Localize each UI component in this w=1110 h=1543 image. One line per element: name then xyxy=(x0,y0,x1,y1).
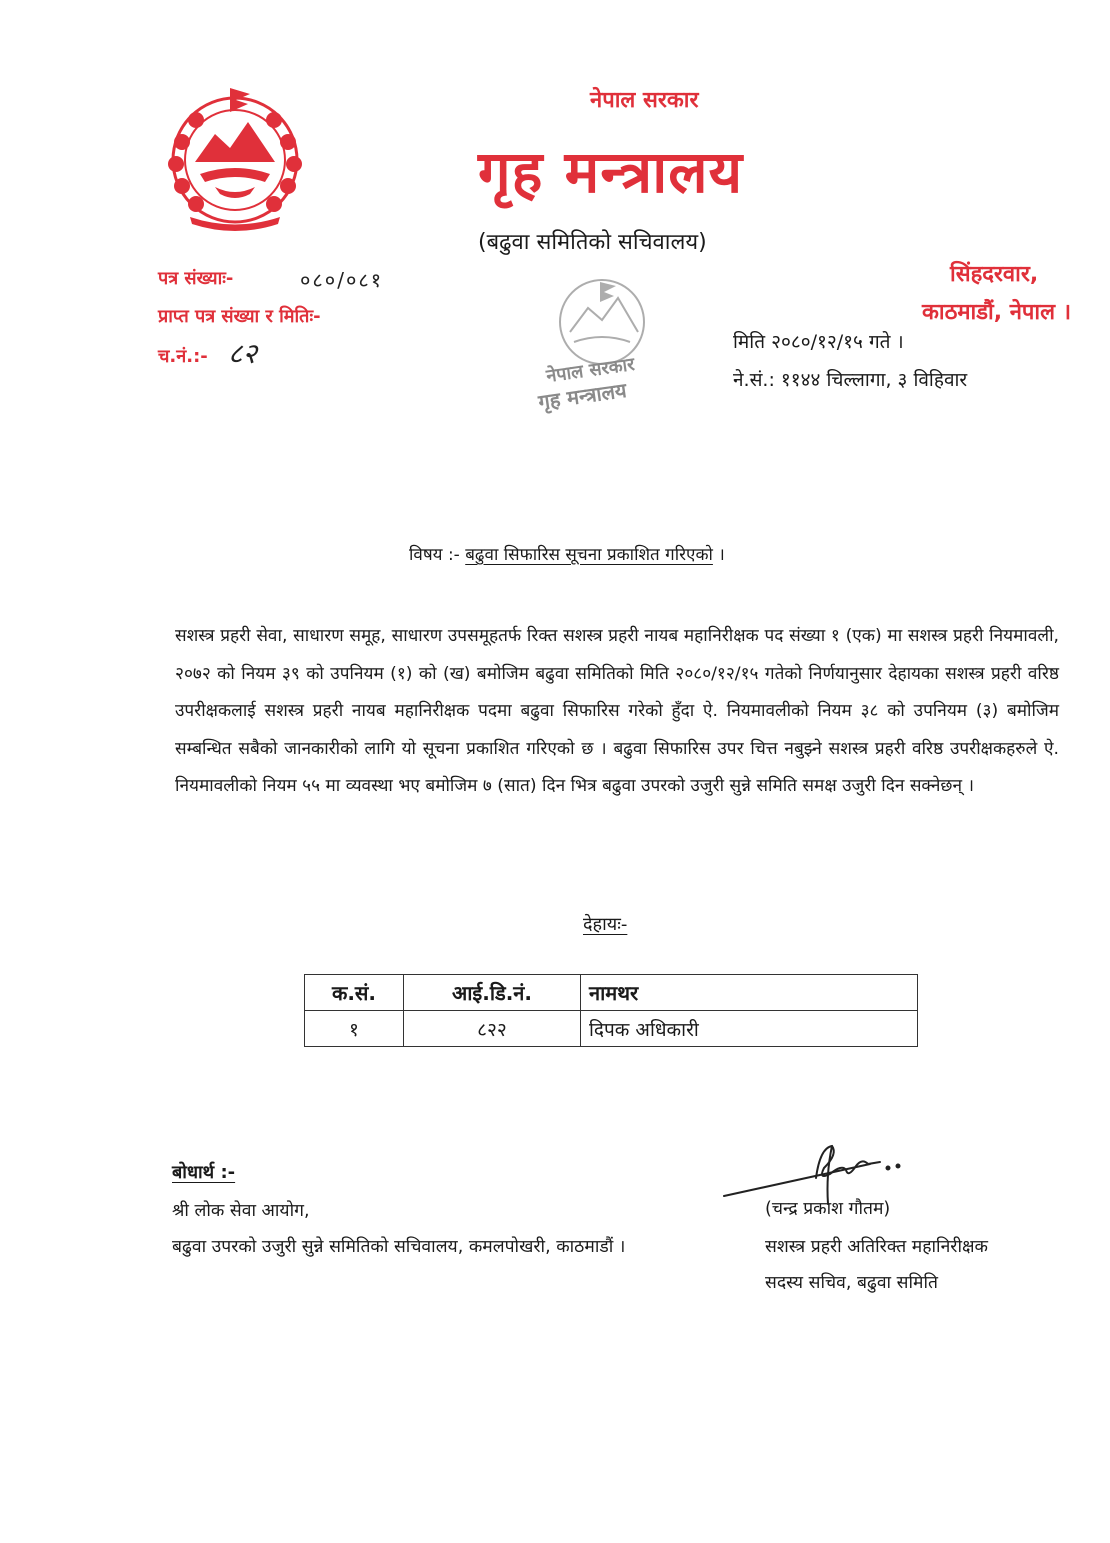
address-line2: काठमाडौं, नेपाल । xyxy=(922,300,1072,325)
stamp-text-top: नेपाल सरकार xyxy=(545,353,636,388)
subject-line xyxy=(409,542,725,565)
signatory-designation: सशस्त्र प्रहरी अतिरिक्त महानिरीक्षक xyxy=(765,1237,988,1257)
subject-text: बढुवा सिफारिस सूचना प्रकाशित गरिएको xyxy=(465,545,713,565)
cell-id: ८२२ xyxy=(404,1011,581,1047)
received-letter-label: प्राप्त पत्र संख्या र मितिः- xyxy=(158,306,321,327)
ministry-name: गृह मन्त्रालय xyxy=(478,138,744,206)
letter-no-label: पत्र संख्याः- xyxy=(158,268,234,289)
cc-item: श्री लोक सेवा आयोग, xyxy=(172,1201,310,1221)
signatory-name: (चन्द्र प्रकाश गौतम) xyxy=(765,1199,891,1219)
stamp-text-bottom: गृह मन्त्रालय xyxy=(536,377,628,415)
col-name: नामथर xyxy=(581,975,918,1011)
table-header-row xyxy=(305,975,918,1011)
subject-label: विषय :- xyxy=(409,545,460,565)
subject-end: । xyxy=(718,545,725,565)
promotion-table xyxy=(304,974,918,1047)
secretariat-name: (बढुवा समितिको सचिवालय) xyxy=(478,230,707,255)
col-id: आई.डि.नं. xyxy=(404,975,581,1011)
dispatch-no-value: ८२ xyxy=(228,337,258,370)
government-name: नेपाल सरकार xyxy=(590,88,699,113)
list-heading: देहायः- xyxy=(583,914,628,935)
cc-label: बोधार्थ :- xyxy=(172,1162,236,1183)
notice-body: सशस्त्र प्रहरी सेवा, साधारण समूह, साधारण उपसमूहतर्फ रिक्त सशस्त्र प्रहरी नायब महानिरीक्षक पद संख्या १ (एक) मा सशस्त्र प्रहरी नियमावली, २०७२ को नियम ३९ को उपनियम (१) को (ख) बमोजिम बढुवा समितिको मिति २०८०/१२/१५ गतेको निर्णयानुसार देहायका सशस्त्र प्रहरी वरिष्ठ उपरीक्षकलाई सशस्त्र प्रहरी नायब महानिरीक्षक पदमा बढुवा सिफारिस गरेको हुँदा ऐ. नियमावलीको नियम ३८ को उपनियम (३) बमोजिम सम्बन्धित सबैको जानकारीको लागि यो सूचना प्रकाशित गरिएको छ । बढुवा सिफारिस उपर चित्त नबुझ्ने सशस्त्र प्रहरी वरिष्ठ उपरीक्षकहरुले ऐ. नियमावलीको नियम ५५ मा व्यवस्था भए बमोजिम ७ (सात) दिन भित्र बढुवा उपरको उजुरी सुन्ने समिति समक्ष उजुरी दिन सक्नेछन् । xyxy=(175,626,1059,796)
date-ns: ने.सं.: ११४४ चिल्लागा, ३ विहिवार xyxy=(733,369,968,391)
letter-no-value: ०८०/०८१ xyxy=(300,268,384,292)
dispatch-no-label: च.नं.:- xyxy=(158,346,208,367)
nepal-emblem-logo xyxy=(160,82,310,234)
address-line1: सिंहदरवार, xyxy=(950,262,1039,287)
signatory-role: सदस्य सचिव, बढुवा समिति xyxy=(765,1273,938,1293)
date-bs: मिति २०८०/१२/१५ गते । xyxy=(733,331,904,353)
cell-name: दिपक अधिकारी xyxy=(581,1011,918,1047)
table-row xyxy=(305,1011,918,1047)
cell-serial: १ xyxy=(305,1011,404,1047)
cc-item: बढुवा उपरको उजुरी सुन्ने समितिको सचिवालय, कमलपोखरी, काठमाडौं । xyxy=(172,1237,626,1257)
col-serial: क.सं. xyxy=(305,975,404,1011)
